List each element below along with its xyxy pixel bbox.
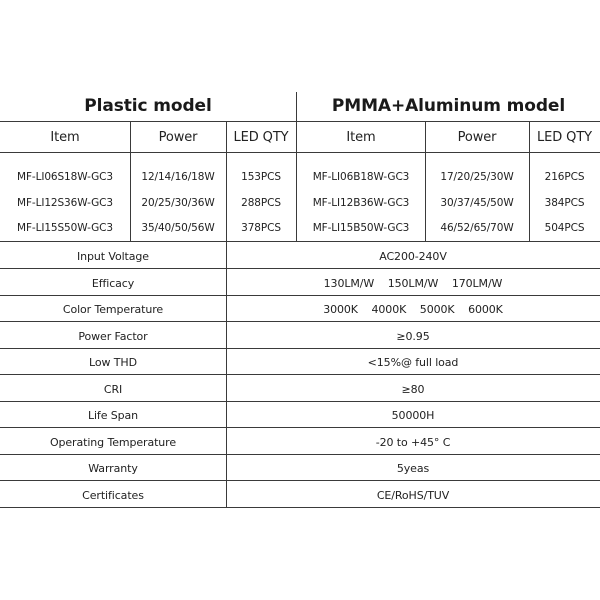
pmma-item-header: Item [346, 129, 376, 145]
pmma-model-title: PMMA+Aluminum model [331, 96, 566, 116]
pmma-item-cell: MF-LI15B50W-GC3 [312, 222, 410, 234]
grid-line [0, 268, 600, 269]
spec-value: ≥80 [401, 382, 425, 396]
spec-label: Certificates [82, 488, 144, 502]
grid-line [0, 480, 600, 481]
spec-label: Life Span [87, 408, 139, 422]
grid-line [0, 374, 600, 375]
plastic-item-cell: MF-LI12S36W-GC3 [17, 197, 113, 209]
plastic-power-cell: 35/40/50/56W [141, 222, 215, 234]
pmma-led-qty-header: LED QTY [536, 129, 592, 145]
plastic-qty-cell: 288PCS [241, 197, 281, 209]
plastic-model-title: Plastic model [84, 96, 212, 116]
spec-label: Power Factor [78, 329, 148, 343]
plastic-power-header: Power [158, 129, 198, 145]
grid-line [529, 121, 530, 242]
grid-line [0, 507, 600, 508]
grid-line [296, 92, 297, 242]
spec-label: Color Temperature [62, 302, 164, 316]
spec-label: CRI [103, 382, 123, 396]
grid-line [0, 454, 600, 455]
spec-label: Efficacy [91, 276, 135, 290]
spec-value: 130LM/W 150LM/W 170LM/W [323, 276, 503, 290]
grid-line [226, 121, 227, 507]
spec-label: Input Voltage [77, 249, 149, 263]
grid-line [425, 121, 426, 242]
spec-label: Warranty [88, 461, 138, 475]
plastic-item-header: Item [50, 129, 80, 145]
spec-value: <15%@ full load [367, 355, 459, 369]
pmma-item-cell: MF-LI06B18W-GC3 [312, 171, 410, 183]
spec-label: Operating Temperature [49, 435, 177, 449]
pmma-qty-cell: 384PCS [544, 197, 585, 209]
grid-line [0, 427, 600, 428]
spec-value: AC200-240V [379, 249, 447, 263]
pmma-qty-cell: 504PCS [544, 222, 585, 234]
pmma-power-cell: 17/20/25/30W [440, 171, 514, 183]
pmma-power-header: Power [457, 129, 497, 145]
grid-line [0, 401, 600, 402]
pmma-qty-cell: 216PCS [544, 171, 585, 183]
plastic-qty-cell: 378PCS [241, 222, 281, 234]
grid-line [0, 321, 600, 322]
plastic-power-cell: 20/25/30/36W [141, 197, 215, 209]
plastic-item-cell: MF-LI15S50W-GC3 [17, 222, 113, 234]
spec-value: ≥0.95 [396, 329, 430, 343]
plastic-item-cell: MF-LI06S18W-GC3 [17, 171, 113, 183]
pmma-item-cell: MF-LI12B36W-GC3 [312, 197, 410, 209]
pmma-power-cell: 46/52/65/70W [440, 222, 514, 234]
spec-value: -20 to +45° C [375, 435, 451, 449]
grid-line [130, 121, 131, 242]
grid-line [0, 121, 600, 122]
spec-value: 5yeas [396, 461, 430, 475]
grid-line [0, 241, 600, 242]
spec-label: Low THD [89, 355, 137, 369]
plastic-qty-cell: 153PCS [241, 171, 281, 183]
plastic-led-qty-header: LED QTY [233, 129, 289, 145]
spec-value: 50000H [391, 408, 435, 422]
spec-value: 3000K 4000K 5000K 6000K [323, 302, 503, 316]
grid-line [0, 295, 600, 296]
spec-value: CE/RoHS/TUV [376, 488, 450, 502]
grid-line [0, 348, 600, 349]
pmma-power-cell: 30/37/45/50W [440, 197, 514, 209]
plastic-power-cell: 12/14/16/18W [141, 171, 215, 183]
grid-line [0, 152, 600, 153]
